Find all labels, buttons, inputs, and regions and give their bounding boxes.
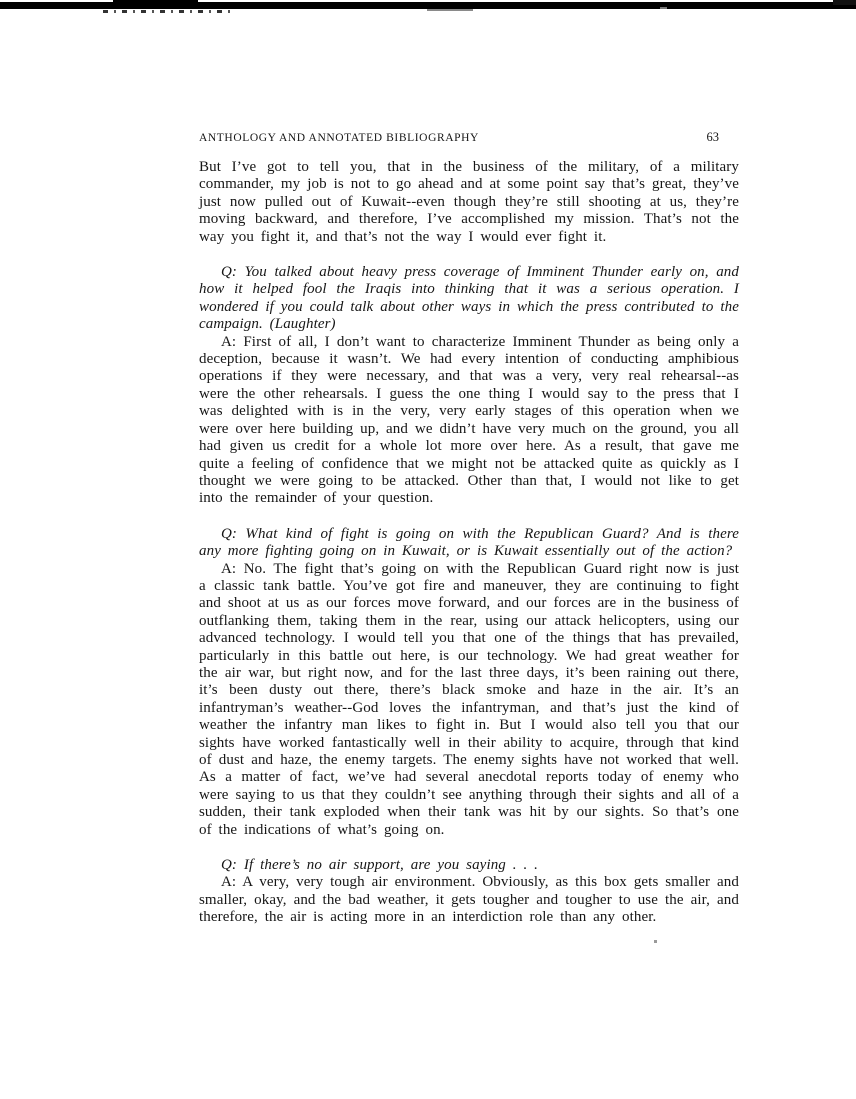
scan-artifact-dashes [103, 10, 233, 13]
running-header [199, 130, 739, 145]
scan-artifact-speck [654, 940, 657, 943]
page-content [199, 130, 739, 927]
question-paragraph-1: Q: You talked about heavy press coverage of Imminent Thunder early on, and how it helped fool the Iraqis into thinking that it was a serious operation. I wondered if you could talk about other ways in which the press contributed to the campaign. (Laughter) [199, 264, 739, 333]
scan-artifact-gray-segment [427, 9, 473, 11]
scan-artifact-nub-left [113, 0, 198, 4]
body-paragraph-continuation: But I’ve got to tell you, that in the business of the military, of a military commander, my job is not to go ahead and at some point say that’s great, they’ve just now pulled out of Kuwait--even though they’re still shooting at us, they’re moving backward, and therefore, I’ve accomplished my mission. That’s not the way you fight it, and that’s not the way I would ever fight it. [199, 159, 739, 245]
question-paragraph-2: Q: What kind of fight is going on with the Republican Guard? And is there any more fighting going on in Kuwait, or is Kuwait essentially out of the action? [199, 525, 739, 560]
scan-artifact-nub-right [833, 0, 856, 5]
question-paragraph-3: Q: If there’s no air support, are you saying . . . [221, 857, 539, 874]
header-title: ANTHOLOGY AND ANNOTATED BIBLIOGRAPHY [199, 132, 479, 144]
answer-paragraph-2: A: No. The fight that’s going on with the Republican Guard right now is just a classic tank battle. You’ve got fire and maneuver, they are continuing to fight and shoot at us as our forces move forward, and our forces are in the business of outflanking them, taking them in the rear, using our attack helicopters, using our advanced technology. I would tell you that one of the things that has prevailed, particularly in this battle out here, is our technology. We had great weather for the air war, but right now, and for the last three days, it’s been raining out there, it’s been dusty out there, there’s black smoke and haze in the air. It’s an infantryman’s weather--God loves the infantryman, and that’s just the kind of weather the infantry man likes to fight in. But I would also tell you that our sights have worked fantastically well in their ability to acquire, through that kind of dust and haze, the enemy targets. The enemy sights have not worked that well. As a matter of fact, we’ve had several anecdotal reports today of enemy who were saying to us that they couldn’t see anything through their sights and all of a sudden, their tank exploded when their tank was hit by our sights. So that’s one of the indications of what’s going on. [199, 560, 739, 838]
answer-paragraph-1: A: First of all, I don’t want to characterize Imminent Thunder as being only a deception, because it wasn’t. We had every intention of conducting amphibious operations if they were necessary, and that was a very, very real rehearsal--as were the other rehearsals. I guess the one thing I would say to the press that I was delighted with is in the very, very early stages of this operation when we were over here building up, and we didn’t have very much on the ground, you all had given us credit for a whole lot more over here. As a result, that gave me quite a feeling of confidence that we might not be attacked quite as quickly as I thought we were going to be attacked. Other than that, I would not like to get into the remainder of your question. [199, 333, 739, 507]
page-number: 63 [706, 130, 719, 144]
scan-artifact-notch [660, 7, 667, 9]
answer-paragraph-3: A: A very, very tough air environment. Obviously, as this box gets smaller and smaller, okay, and the bad weather, it gets tougher and tougher to use the air, and therefore, the air is acting more in an interdiction role than any other. [199, 874, 739, 926]
